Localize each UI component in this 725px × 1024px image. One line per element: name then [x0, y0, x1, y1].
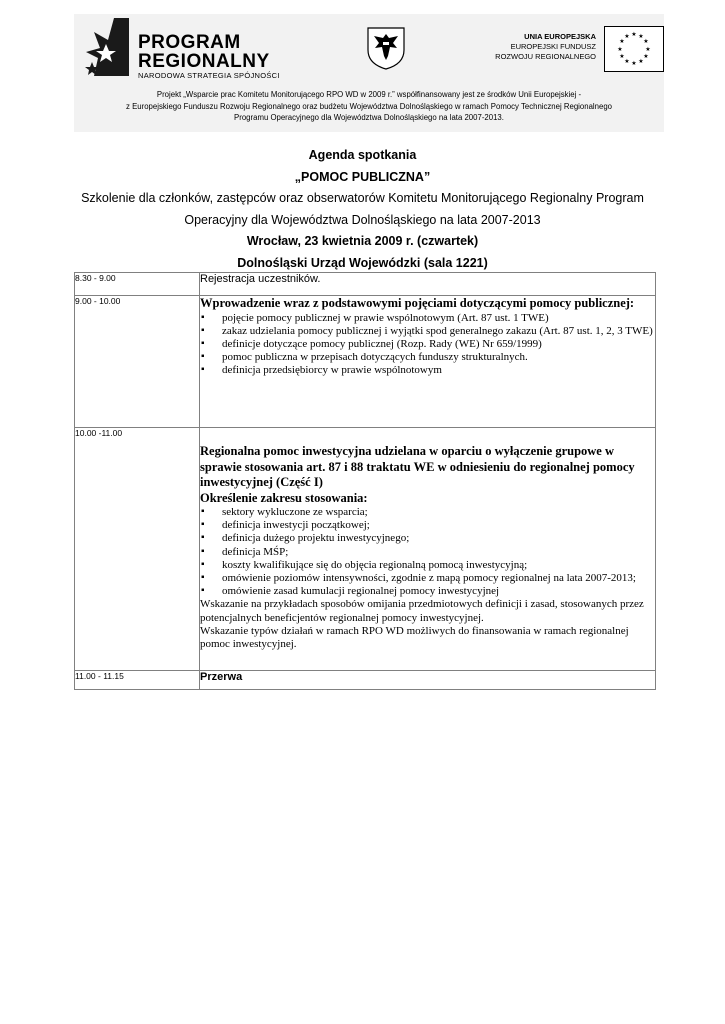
paragraph: Wskazanie na przykładach sposobów omijania przedmiotowych definicji i zasad, stosowanych przez potencjalnych beneficjentów regionalnej pomocy inwestycyjnej.: [200, 598, 644, 624]
time-cell: 10.00 -11.00: [75, 428, 200, 671]
note-line2: z Europejskiego Funduszu Rozwoju Regionalnego oraz budżetu Województwa Dolnośląskiego w ramach Pomocy Technicznej Regionalnego: [126, 101, 612, 111]
agenda-heading: Agenda spotkania: [308, 148, 417, 162]
list-item: ▪ sektory wykluczone ze wsparcia;: [200, 506, 655, 519]
svg-text:★: ★: [638, 33, 644, 40]
time-cell: 11.00 - 11.15: [75, 671, 200, 690]
audience-line1: Szkolenie dla członków, zastępców oraz obserwatorów Komitetu Monitorującego Regionalny Program: [81, 191, 644, 205]
document-titles: [40, 145, 685, 274]
table-row: [75, 671, 656, 690]
program-regionalny-logo: [84, 18, 129, 76]
header-funding-note: [80, 89, 658, 124]
list-item: ▪ definicja inwestycji początkowej;: [200, 519, 655, 532]
list-item: ▪ zakaz udzielania pomocy publicznej i wyjątki spod generalnego zakazu (Art. 87 ust. 1, 2, 3 TWE): [200, 325, 655, 338]
svg-text:★: ★: [638, 58, 644, 65]
eu-fund-label: [470, 32, 596, 62]
svg-text:★: ★: [643, 38, 649, 45]
eu-label-line3: ROZWOJU REGIONALNEGO: [495, 52, 596, 61]
svg-text:★: ★: [624, 33, 630, 40]
agenda-table: [74, 272, 656, 690]
table-row: [75, 428, 656, 671]
audience-line2: Operacyjny dla Województwa Dolnośląskiego na lata 2007-2013: [184, 212, 541, 227]
paragraph: Wskazanie typów działań w ramach RPO WD możliwych do finansowania w ramach regionalnej pomoc inwestycyjnej.: [200, 624, 629, 651]
list-item: ▪ definicje dotyczące pomocy publicznej (Rozp. Rady (WE) Nr 659/1999): [200, 338, 655, 351]
eu-label-line2: EUROPEJSKI FUNDUSZ: [510, 42, 596, 51]
time-cell: 8.30 - 9.00: [75, 273, 200, 296]
content-cell: Przerwa: [200, 671, 656, 690]
svg-text:★: ★: [631, 31, 637, 38]
venue-line: Dolnośląski Urząd Wojewódzki (sala 1221): [237, 255, 488, 270]
program-title: [138, 33, 270, 71]
list-item: ▪ koszty kwalifikujące się do objęcia regionalną pomocą inwestycyjną;: [200, 559, 655, 572]
svg-text:★: ★: [619, 38, 625, 45]
program-subtitle: NARODOWA STRATEGIA SPÓJNOŚCI: [138, 71, 280, 80]
time-cell: 9.00 - 10.00: [75, 296, 200, 428]
eu-label-line1: UNIA EUROPEJSKA: [524, 32, 596, 41]
content-cell: [200, 296, 656, 428]
bullet-list: [200, 312, 655, 378]
topic-heading: „POMOC PUBLICZNA”: [294, 169, 431, 184]
content-cell: Rejestracja uczestników.: [200, 273, 656, 296]
date-line: Wrocław, 23 kwietnia 2009 r. (czwartek): [246, 234, 479, 248]
list-item: ▪ omówienie poziomów intensywności, zgodnie z mapą pomocy regionalnej na lata 2007-2013;: [200, 572, 655, 585]
list-item: ▪ omówienie zasad kumulacji regionalnej pomocy inwestycyjnej: [200, 585, 655, 598]
eagle-crest-icon: [366, 26, 406, 70]
svg-text:★: ★: [643, 53, 649, 60]
svg-text:★: ★: [619, 53, 625, 60]
note-line3: Programu Operacyjnego dla Województwa Dolnośląskiego na lata 2007-2013.: [234, 113, 504, 123]
program-title-line1: PROGRAM: [138, 32, 241, 53]
svg-text:★: ★: [645, 46, 651, 53]
list-item: ▪ definicja dużego projektu inwestycyjnego;: [200, 532, 655, 545]
table-row: [75, 273, 656, 296]
table-row: [75, 296, 656, 428]
list-item: ▪ pomoc publiczna w przepisach dotyczących funduszy strukturalnych.: [200, 351, 655, 364]
note-line1: Projekt „Wsparcie prac Komitetu Monitorującego RPO WD w 2009 r.” współfinansowany jest ze środków Unii Europejskiej -: [156, 90, 582, 99]
content-cell: [200, 428, 656, 671]
section-title: Regionalna pomoc inwestycyjna udzielana w oparciu o wyłączenie grupowe w sprawie stosowania art. 87 i 88 traktatu WE w odniesieniu do regionalnej pomocy inwestycyjnej (Część I): [200, 444, 635, 489]
section-title: Wprowadzenie wraz z podstawowymi pojęciami dotyczącymi pomocy publicznej:: [200, 296, 635, 310]
list-item: ▪ definicja MŚP;: [200, 546, 655, 559]
list-item: ▪ definicja przedsiębiorcy w prawie wspólnotowym: [200, 364, 655, 377]
eu-flag-icon: [604, 26, 664, 72]
section-subtitle: Określenie zakresu stosowania:: [200, 490, 368, 505]
bullet-list: [200, 506, 655, 598]
svg-text:★: ★: [624, 58, 630, 65]
list-item: ▪ pojęcie pomocy publicznej w prawie wspólnotowym (Art. 87 ust. 1 TWE): [200, 312, 655, 325]
svg-text:★: ★: [617, 46, 623, 53]
svg-text:★: ★: [631, 60, 637, 67]
program-title-line2: REGIONALNY: [138, 51, 270, 72]
